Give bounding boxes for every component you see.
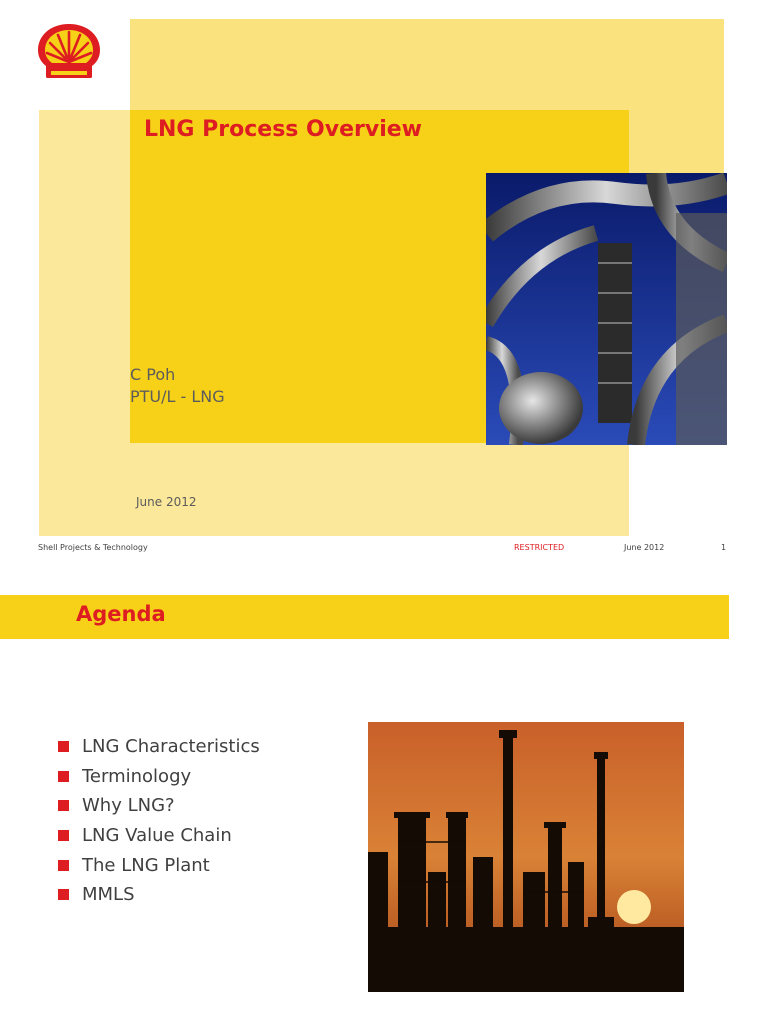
- square-bullet-icon: [58, 830, 69, 841]
- agenda-item: [58, 732, 260, 762]
- square-bullet-icon: [58, 860, 69, 871]
- agenda-item-label: The LNG Plant: [82, 854, 210, 876]
- footer-page-number: 1: [721, 543, 727, 552]
- square-bullet-icon: [58, 889, 69, 900]
- agenda-list: [58, 732, 260, 910]
- presenter-name: C Poh: [130, 365, 176, 384]
- footer-organization: Shell Projects & Technology: [38, 543, 148, 552]
- presentation-title: LNG Process Overview: [144, 117, 422, 142]
- square-bullet-icon: [58, 771, 69, 782]
- industrial-pipes-photo: [486, 173, 727, 445]
- agenda-item: [58, 850, 260, 880]
- agenda-item-label: LNG Value Chain: [82, 825, 232, 847]
- square-bullet-icon: [58, 741, 69, 752]
- shell-logo-icon: [36, 22, 102, 80]
- footer-classification: RESTRICTED: [514, 543, 565, 552]
- presentation-date: June 2012: [136, 495, 197, 509]
- agenda-title: Agenda: [76, 602, 166, 626]
- agenda-item-label: Why LNG?: [82, 795, 175, 817]
- agenda-item-label: LNG Characteristics: [82, 736, 260, 758]
- agenda-item-label: Terminology: [82, 765, 192, 787]
- presenter-block: [130, 364, 225, 408]
- agenda-slide: [0, 565, 768, 1024]
- agenda-item: [58, 762, 260, 792]
- agenda-item: [58, 880, 260, 910]
- agenda-item-label: MMLS: [82, 884, 135, 906]
- presenter-department: PTU/L - LNG: [130, 387, 225, 406]
- footer-date: June 2012: [624, 543, 665, 552]
- agenda-item: [58, 821, 260, 851]
- square-bullet-icon: [58, 800, 69, 811]
- refinery-sunset-photo: [368, 722, 684, 992]
- agenda-item: [58, 791, 260, 821]
